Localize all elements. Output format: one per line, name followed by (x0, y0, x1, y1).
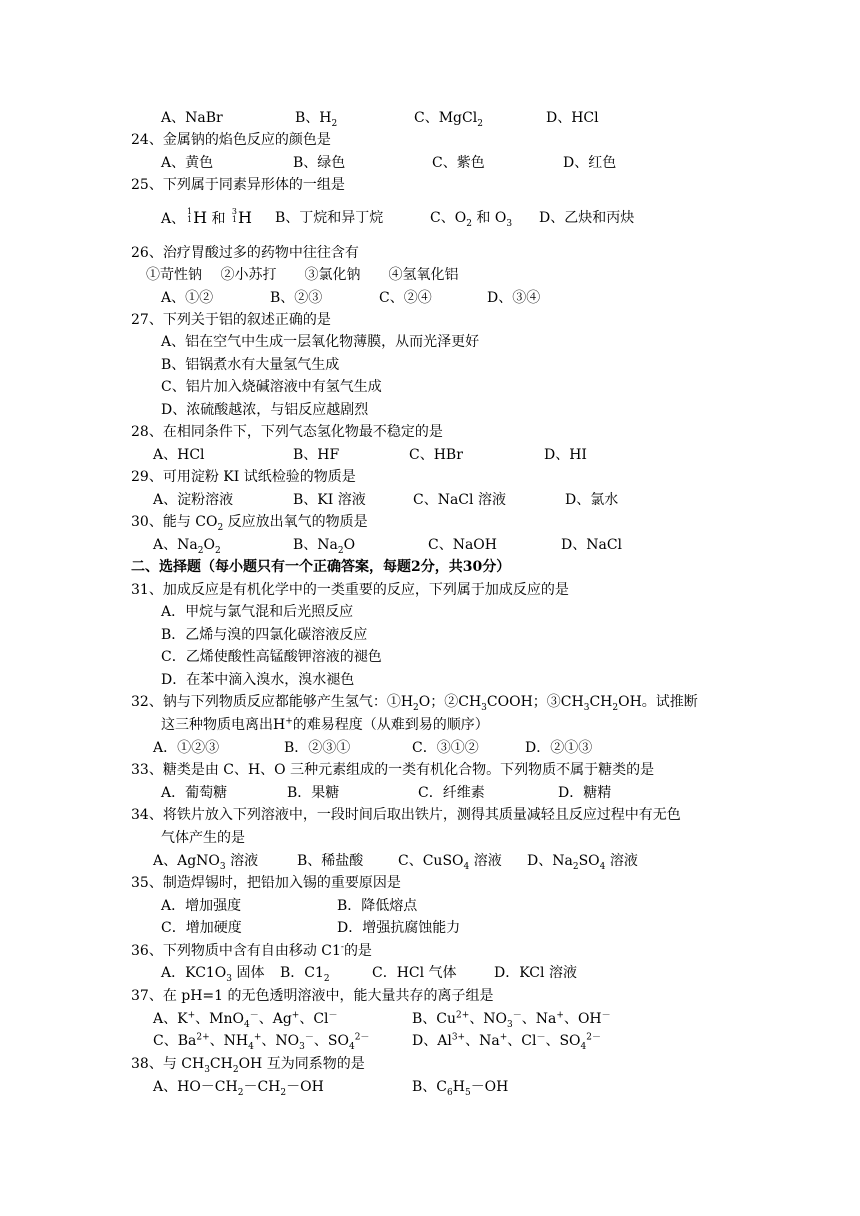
q24-option-c: C、紫色 (432, 155, 485, 171)
q29-stem: 29、可用淀粉 KI 试纸检验的物质是 (131, 469, 356, 485)
q25-option-b: B、丁烷和异丁烷 (275, 210, 384, 226)
q35-option-d: D．增强抗腐蚀能力 (337, 920, 461, 936)
q27-option-c: C、铝片加入烧碱溶液中有氢气生成 (161, 379, 382, 395)
q24-stem: 24、金属钠的焰色反应的颜色是 (131, 132, 331, 148)
q32-option-a: A．①②③ (153, 740, 220, 756)
q26-option-d: D、③④ (487, 290, 541, 306)
q30-option-b: B、$Na_2O$ (293, 537, 356, 556)
q24-option-b: B、绿色 (293, 155, 346, 171)
q25-option-d: D、乙炔和丙炔 (539, 210, 635, 226)
q27-option-b: B、铝锅煮水有大量氢气生成 (161, 357, 340, 373)
q38-option-a: A、$HO-CH_2-CH_2-OH$ (153, 1079, 324, 1098)
q29-option-d: D、氯水 (565, 492, 619, 508)
q23-option-c: C、MgCl$_2$ (414, 110, 483, 129)
q27-option-d: D、浓硫酸越浓，与铝反应越剧烈 (161, 402, 369, 418)
q31-option-c: C．乙烯使酸性高锰酸钾溶液的褪色 (161, 649, 382, 665)
q30-option-c: C、NaOH (428, 537, 497, 553)
q36-option-a: A．$KC1O_3$ 固体 (161, 965, 265, 984)
q26-items: ①苛性钠 ②小苏打 ③氯化钠 ④氢氧化铝 (146, 267, 459, 283)
q27-option-a: A、铝在空气中生成一层氧化物薄膜，从而光泽更好 (161, 334, 480, 350)
q32-stem: 32、钠与下列物质反应都能够产生氢气：$①H_2O$；$②CH_3COOH$；$③CH_3CH_2OH$。试推断 (131, 694, 698, 713)
q29-option-a: A、淀粉溶液 (153, 492, 234, 508)
q26-option-b: B、②③ (270, 290, 323, 306)
q33-option-a: A．葡萄糖 (161, 785, 228, 801)
q29-option-b: B、KI 溶液 (293, 492, 366, 508)
q36-option-c: C．HCl 气体 (372, 965, 457, 981)
q32-option-c: C．③①② (412, 740, 479, 756)
q31-option-a: A．甲烷与氯气混和后光照反应 (161, 604, 354, 620)
q33-option-c: C．纤维素 (418, 785, 485, 801)
q30-stem: 30、能与 $CO_2$ 反应放出氧气的物质是 (131, 514, 368, 533)
q26-stem: 26、治疗胃酸过多的药物中往往含有 (131, 245, 359, 261)
q28-option-a: A、HCl (153, 447, 205, 463)
q34-option-a: A、AgNO$_3$ 溶液 (153, 853, 259, 872)
section-2-title: 二、选择题（每小题只有一个正确答案，每题2分，共30分） (131, 559, 511, 575)
q29-option-c: C、NaCl 溶液 (413, 492, 506, 508)
q36-option-b: B．$C1_2$ (280, 965, 330, 984)
q35-option-b: B．降低熔点 (337, 898, 418, 914)
q23-option-b: B、$H_2$ (295, 110, 338, 129)
q30-option-a: A、$Na_2O_2$ (153, 537, 221, 556)
q34-option-c: C、CuSO$_4$ 溶液 (398, 853, 502, 872)
q37-option-a: A、K+、MnO$_4$－、Ag+、Cl－ (153, 1010, 338, 1030)
q38-option-b: B、$C_6H_5-OH$ (412, 1079, 509, 1098)
q34-option-d: D、$Na_2SO_4$ 溶液 (527, 853, 638, 872)
q25-option-a: A、 1 1 H 和 3 1 H (161, 207, 252, 227)
q35-stem: 35、制造焊锡时，把铅加入锡的重要原因是 (131, 875, 401, 891)
q28-option-c: C、HBr (409, 447, 463, 463)
q33-option-b: B．果糖 (287, 785, 340, 801)
q34-stem-line2: 气体产生的是 (161, 830, 245, 846)
q36-stem: 36、下列物质中含有自由移动 C1-的是 (131, 942, 372, 959)
q31-stem: 31、加成反应是有机化学中的一类重要的反应，下列属于加成反应的是 (131, 582, 569, 598)
q33-option-d: D．糖精 (558, 785, 612, 801)
q27-stem: 27、下列关于铝的叙述正确的是 (131, 312, 331, 328)
q34-option-b: B、稀盐酸 (297, 853, 364, 869)
q35-option-a: A．增加强度 (161, 898, 242, 914)
q34-stem: 34、将铁片放入下列溶液中，一段时间后取出铁片，测得其质量减轻且反应过程中有无色 (131, 807, 681, 823)
q30-option-d: D、NaCl (561, 537, 623, 553)
q24-option-d: D、红色 (563, 155, 617, 171)
q32-option-b: B．②③① (284, 740, 351, 756)
q31-option-d: D．在苯中滴入溴水，溴水褪色 (161, 672, 355, 688)
q23-option-a: A、NaBr (161, 110, 223, 126)
q32-stem-line2: 这三种物质电离出H+的难易程度（从难到易的顺序） (161, 716, 489, 733)
q23-option-d: D、HCl (546, 110, 599, 126)
q37-option-c: C、$Ba^{2+}$、$NH_4^+$、$NO_3^-$、$SO_4^{2-}$ (153, 1032, 370, 1052)
q31-option-b: B．乙烯与溴的四氯化碳溶液反应 (161, 627, 368, 643)
q28-stem: 28、在相同条件下，下列气态氢化物最不稳定的是 (131, 424, 443, 440)
q35-option-c: C．增加硬度 (161, 920, 242, 936)
q33-stem: 33、糖类是由 C、H、O 三种元素组成的一类有机化合物。下列物质不属于糖类的是 (131, 762, 655, 778)
q37-stem: 37、在 pH=1 的无色透明溶液中，能大量共存的离子组是 (131, 988, 494, 1004)
q28-option-b: B、HF (293, 447, 340, 463)
q32-option-d: D．②①③ (525, 740, 593, 756)
q36-option-d: D．KCl 溶液 (494, 965, 577, 981)
q25-option-c: C、$O_2$ 和 $O_3$ (430, 210, 513, 229)
q37-option-b: B、$Cu^{2+}$、$NO_3^-$、Na+、OH－ (412, 1010, 611, 1030)
q26-option-c: C、②④ (379, 290, 432, 306)
q38-stem: 38、与 $CH_3CH_2OH$ 互为同系物的是 (131, 1056, 365, 1075)
q28-option-d: D、HI (544, 447, 587, 463)
q24-option-a: A、黄色 (161, 155, 214, 171)
q37-option-d: D、$Al^{3+}$、Na+、Cl－、$SO_4^{2-}$ (412, 1032, 602, 1052)
q25-stem: 25、下列属于同素异形体的一组是 (131, 177, 345, 193)
q26-option-a: A、①② (161, 290, 214, 306)
